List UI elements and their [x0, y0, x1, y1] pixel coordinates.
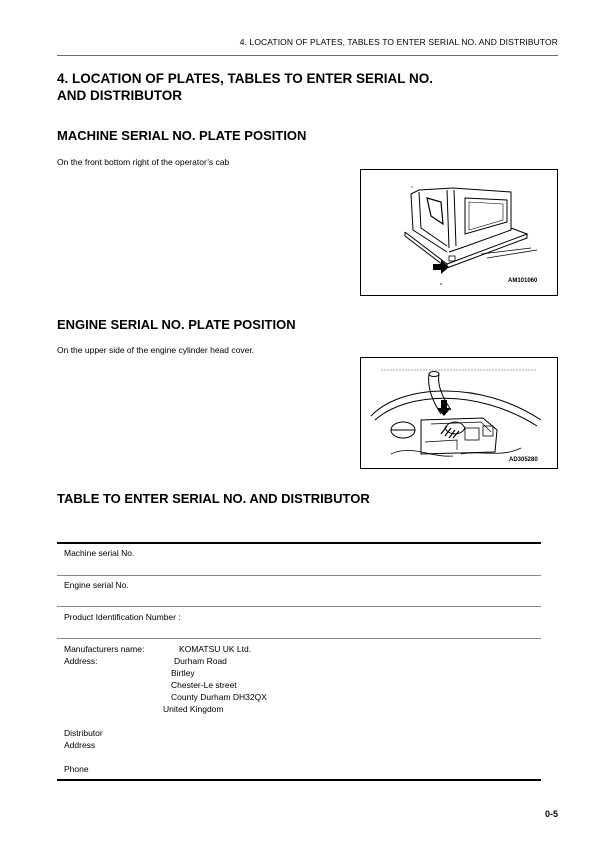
address-line: County Durham DH32QX — [171, 692, 267, 702]
phone-label: Phone — [64, 764, 89, 774]
chapter-title-line-2: AND DISTRIBUTOR — [57, 88, 183, 103]
address-line: Birtley — [171, 668, 195, 678]
running-header: 4. LOCATION OF PLATES, TABLES TO ENTER SERIAL NO. AND DISTRIBUTOR — [239, 37, 558, 47]
chapter-title-line-1: 4. LOCATION OF PLATES, TABLES TO ENTER SERIAL NO. — [57, 71, 434, 86]
address-line: United Kingdom — [163, 704, 224, 714]
serial-table-heading: TABLE TO ENTER SERIAL NO. AND DISTRIBUTOR — [57, 491, 370, 506]
engine-plate-figure — [360, 357, 558, 469]
machine-figure-code: AM101060 — [508, 278, 538, 284]
plate-arrow-icon — [437, 400, 451, 416]
distributor-address-label: Address — [64, 740, 96, 750]
machine-serial-label: Machine serial No. — [64, 548, 135, 558]
chapter-title — [57, 70, 527, 104]
machine-plate-description: On the front bottom right of the operator’s cab — [57, 157, 230, 167]
table-top-border — [57, 542, 541, 544]
table-row-divider — [57, 638, 541, 639]
plate-arrow-icon — [433, 260, 449, 274]
table-row-divider — [57, 575, 541, 576]
engine-serial-label: Engine serial No. — [64, 580, 129, 590]
manufacturer-value: KOMATSU UK Ltd. — [179, 644, 252, 654]
distributor-label: Distributor — [64, 728, 103, 738]
machine-plate-heading: MACHINE SERIAL NO. PLATE POSITION — [57, 128, 307, 143]
engine-plate-heading: ENGINE SERIAL NO. PLATE POSITION — [57, 317, 296, 332]
engine-plate-description: On the upper side of the engine cylinder head cover. — [57, 345, 255, 355]
address-label: Address: — [64, 656, 98, 666]
operator-cab-illustration — [361, 170, 557, 295]
engine-figure-code: AD305280 — [509, 457, 538, 463]
product-id-label: Product Identification Number : — [64, 612, 181, 622]
header-divider — [57, 55, 558, 56]
table-bottom-border — [57, 779, 541, 781]
manufacturer-label: Manufacturers name: — [64, 644, 145, 654]
page-number: 0-5 — [544, 809, 558, 819]
address-line: Durham Road — [174, 656, 227, 666]
engine-cylinder-head-illustration — [361, 358, 557, 468]
address-line: Chester-Le street — [171, 680, 237, 690]
table-row-divider — [57, 606, 541, 607]
machine-plate-figure — [360, 169, 558, 296]
